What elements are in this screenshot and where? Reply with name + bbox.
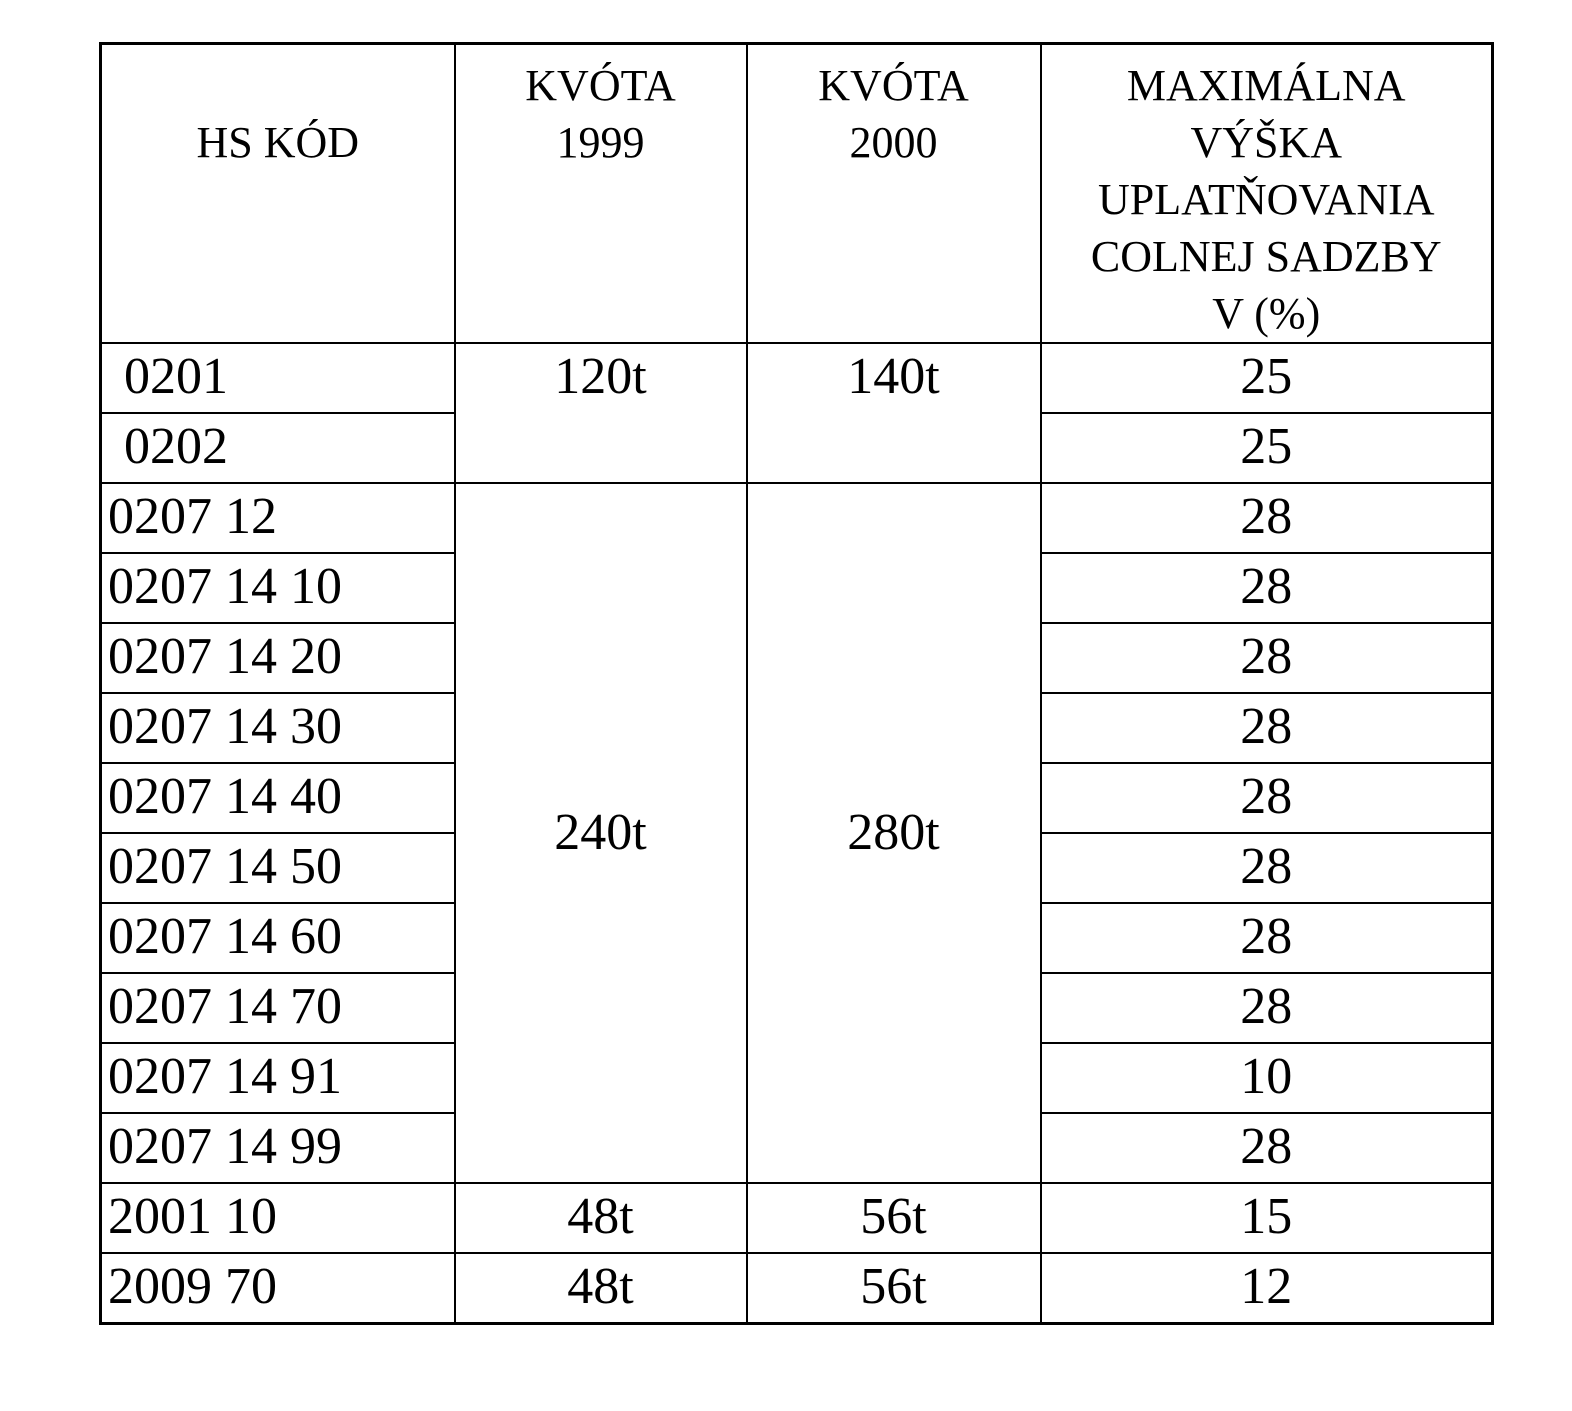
header-max-rate [1041, 44, 1493, 344]
table-row [101, 483, 1493, 553]
hs-code-cell: 0207 14 70 [101, 973, 455, 1043]
header-line: 2000 [849, 118, 938, 167]
rate-cell: 12 [1041, 1253, 1493, 1324]
rate-cell: 10 [1041, 1043, 1493, 1113]
quota-2000-cell: 280t [747, 483, 1041, 1183]
header-line: KVÓTA [525, 61, 676, 110]
hs-code-cell: 0201 [101, 343, 455, 413]
header-hs-code-text: HS KÓD [196, 118, 360, 167]
table-row [101, 343, 1493, 413]
quota-1999-cell: 120t [455, 343, 747, 483]
header-quota-2000 [747, 44, 1041, 344]
rate-cell: 28 [1041, 973, 1493, 1043]
header-line: V (%) [1212, 289, 1321, 338]
hs-code-cell: 0207 14 60 [101, 903, 455, 973]
hs-code-cell: 0207 14 40 [101, 763, 455, 833]
quota-2000-cell: 140t [747, 343, 1041, 483]
hs-code-cell: 2009 70 [101, 1253, 455, 1324]
rate-cell: 28 [1041, 1113, 1493, 1183]
rate-cell: 25 [1041, 413, 1493, 483]
header-line: 1999 [556, 118, 645, 167]
rate-cell: 28 [1041, 483, 1493, 553]
rate-cell: 28 [1041, 553, 1493, 623]
header-line: UPLATŇOVANIA [1097, 175, 1435, 224]
quota-table [99, 42, 1494, 1325]
header-line: KVÓTA [818, 61, 969, 110]
header-hs-code [101, 44, 455, 344]
hs-code-cell: 0207 14 10 [101, 553, 455, 623]
rate-cell: 28 [1041, 763, 1493, 833]
header-row [101, 44, 1493, 344]
hs-code-cell: 2001 10 [101, 1183, 455, 1253]
hs-code-cell: 0207 12 [101, 483, 455, 553]
quota-1999-cell: 48t [455, 1253, 747, 1324]
header-line: MAXIMÁLNA [1126, 61, 1406, 110]
rate-cell: 15 [1041, 1183, 1493, 1253]
table-row [101, 1183, 1493, 1253]
header-line: VÝŠKA [1190, 118, 1343, 167]
quota-2000-cell: 56t [747, 1253, 1041, 1324]
quota-1999-cell: 240t [455, 483, 747, 1183]
rate-cell: 28 [1041, 623, 1493, 693]
hs-code-cell: 0207 14 20 [101, 623, 455, 693]
hs-code-cell: 0207 14 91 [101, 1043, 455, 1113]
hs-code-cell: 0207 14 50 [101, 833, 455, 903]
hs-code-cell: 0207 14 99 [101, 1113, 455, 1183]
header-line: COLNEJ SADZBY [1090, 232, 1442, 281]
quota-1999-cell: 48t [455, 1183, 747, 1253]
header-quota-1999 [455, 44, 747, 344]
quota-2000-cell: 56t [747, 1183, 1041, 1253]
rate-cell: 28 [1041, 903, 1493, 973]
table-row [101, 1253, 1493, 1324]
rate-cell: 28 [1041, 833, 1493, 903]
rate-cell: 25 [1041, 343, 1493, 413]
hs-code-cell: 0207 14 30 [101, 693, 455, 763]
hs-code-cell: 0202 [101, 413, 455, 483]
rate-cell: 28 [1041, 693, 1493, 763]
